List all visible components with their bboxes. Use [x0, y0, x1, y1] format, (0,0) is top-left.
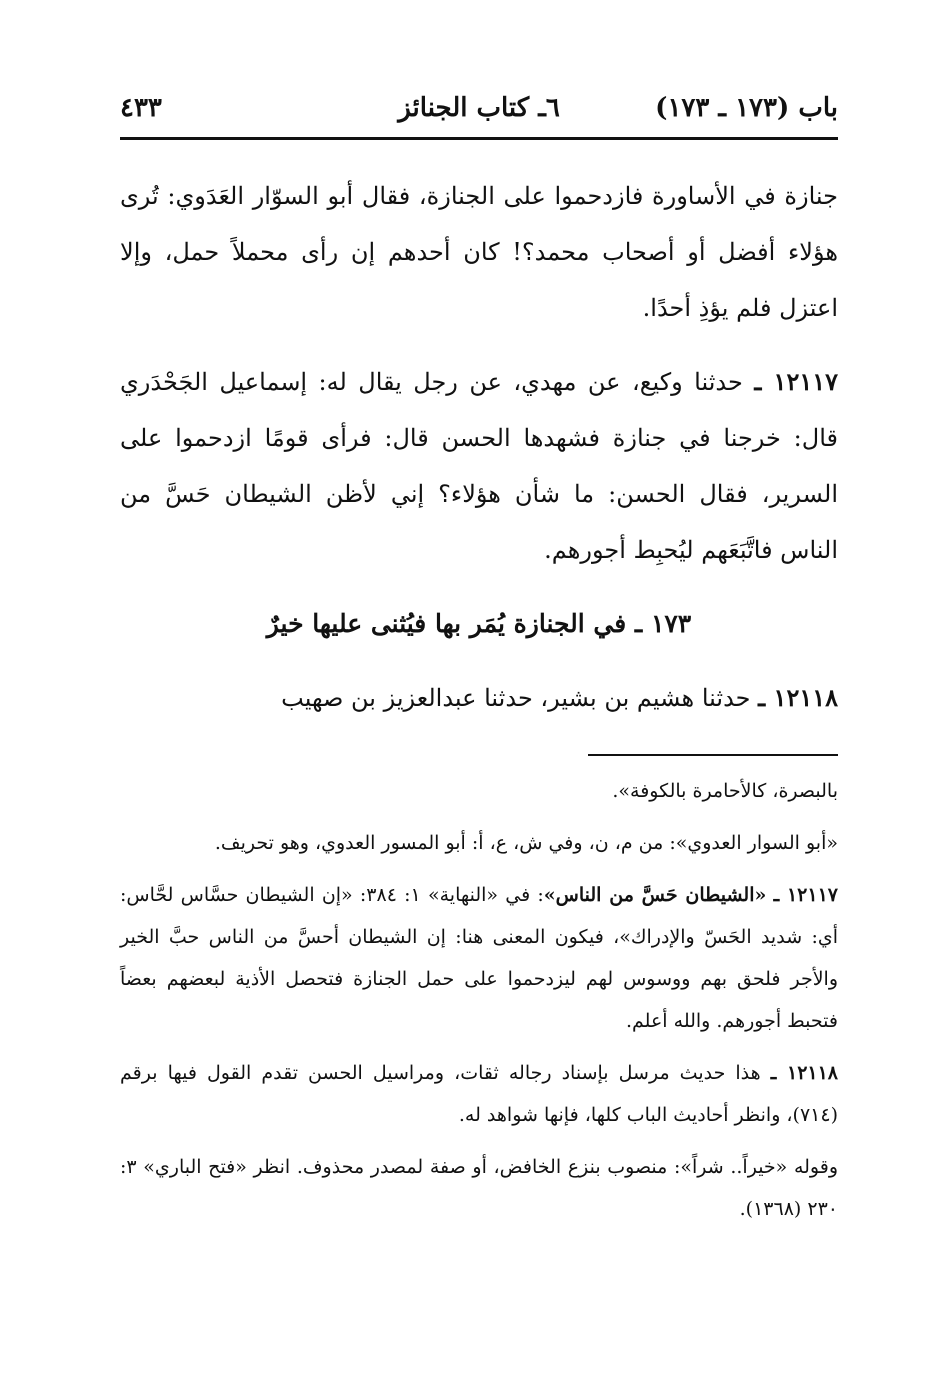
hadith-text: حدثنا هشيم بن بشير، حدثنا عبدالعزيز بن صهيب	[281, 684, 751, 712]
footnote-term: «الشيطان حَسَّ من الناس»	[543, 884, 767, 906]
footnote-number: ١٢١١٧ ـ	[773, 884, 838, 906]
hadith-number: ١٢١١٨ ـ	[758, 683, 838, 712]
footnote-text: هذا حديث مرسل بإسناد رجاله ثقات، ومراسيل الحسن تقدم القول فيها برقم (٧١٤)، وانظر أحاديث الباب كلها، فإنها شواهد له.	[120, 1062, 838, 1126]
running-header	[120, 88, 838, 132]
footnote-continuation: بالبصرة، كالأحامرة بالكوفة».	[612, 780, 838, 802]
hadith-number: ١٢١١٧ ـ	[754, 367, 838, 396]
footnote-12117	[120, 874, 838, 1042]
footnote-text: : في «النهاية» ١: ٣٨٤: «إن الشيطان حسَّاس لحَّاس: أي: شديد الحَسّ والإدراك»، فيكون المعنى هنا: إن الشيطان أحسَّ من الناس حبَّ الخير والأجر فلحق بهم ووسوس لهم ليزدحموا على حمل الجنازة فتحصل الأذية لبعضهم بعضاً فتحبط أجورهم. والله أعلم.	[120, 884, 838, 1032]
chapter-heading: ١٧٣ ـ في الجنازة يُمَر بها فيُثنى عليها خيرٌ	[266, 609, 692, 638]
header-divider	[120, 137, 838, 140]
header-chapter-range: باب (١٧٣ ـ ١٧٣)	[655, 93, 838, 123]
footnote-divider	[588, 754, 838, 756]
page-number: ٤٣٣	[120, 93, 162, 123]
hadith-12118	[120, 670, 838, 726]
header-book-title: ٦ـ كتاب الجنائز	[398, 93, 560, 123]
footnote-note: وقوله «خيراً.. شراً»: منصوب بنزع الخافض، أو صفة لمصدر محذوف. انظر «فتح الباري» ٣: ٢٣٠ (١٣٦٨).	[120, 1156, 838, 1220]
footnote-12118	[120, 1052, 838, 1136]
footnotes	[120, 770, 838, 1240]
footnote-variant: «أبو السوار العدوي»: من م، ن، وفي ش، ع، أ: أبو المسور العدوي، وهو تحريف.	[214, 832, 838, 854]
footnote-number: ١٢١١٨ ـ	[770, 1062, 839, 1084]
hadith-12117	[120, 354, 838, 578]
paragraph-continuation: جنازة في الأساورة فازدحموا على الجنازة، فقال أبو السوّار العَدَوي: تُرى هؤلاء أفضل أو أصحاب محمد؟! كان أحدهم إن رأى محملاً حمل، وإلا اعتزل فلم يؤذِ أحدًا.	[120, 182, 838, 322]
main-text	[120, 168, 838, 726]
hadith-text: حدثنا وكيع، عن مهدي، عن رجل يقال له: إسماعيل الجَحْدَري قال: خرجنا في جنازة فشهدها الحسن قال: فرأى قومًا ازدحموا على السرير، فقال الحسن: ما شأن هؤلاء؟ إني لأظن الشيطان حَسَّ من الناس فاتَّبَعَهم ليُحبِط أجورهم.	[120, 368, 838, 564]
